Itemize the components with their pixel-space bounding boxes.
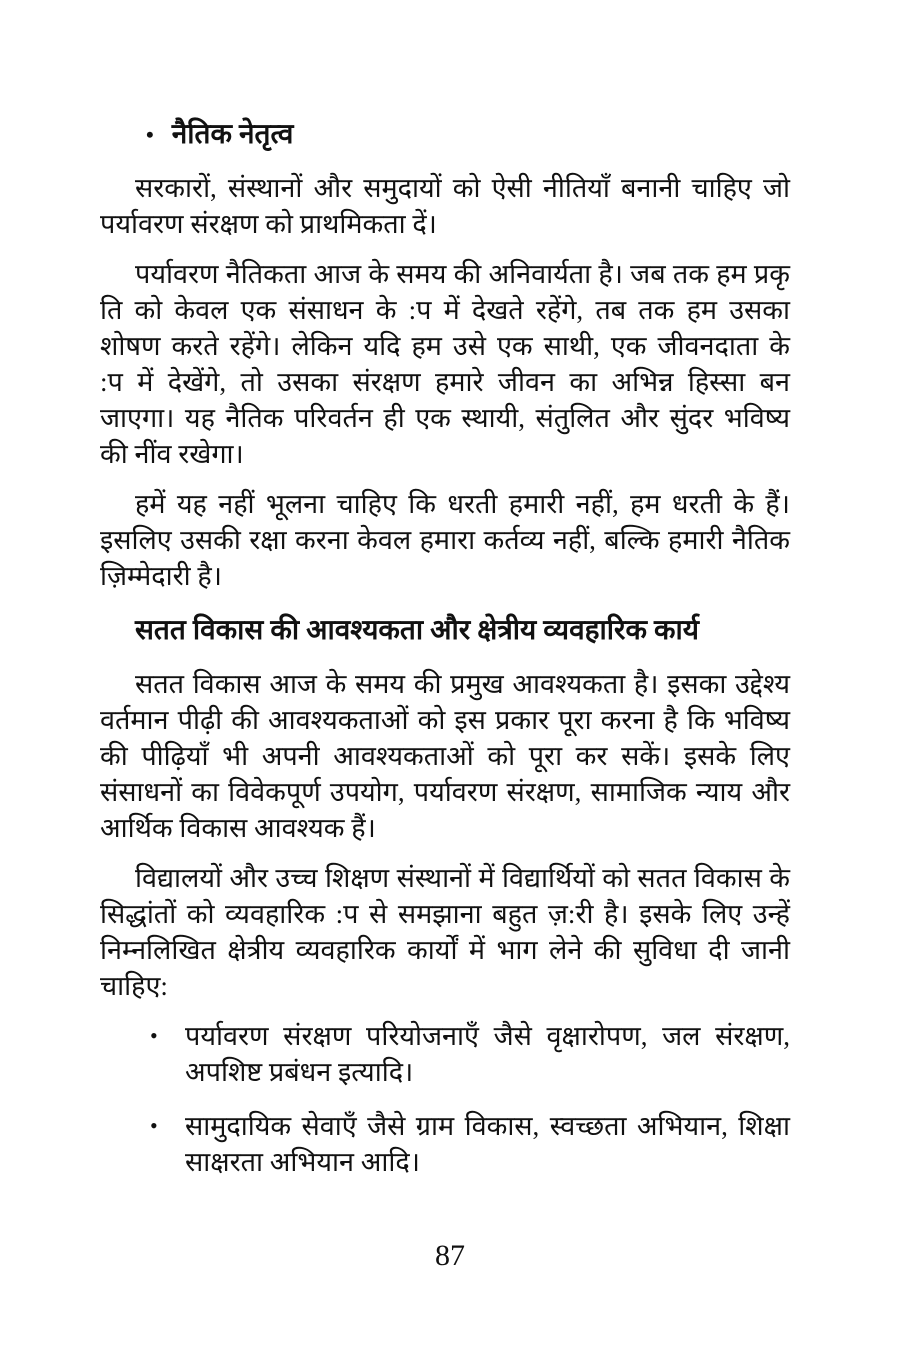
- text-line: सरकारों, संस्थानों और समुदायों को ऐसी नीतियाँ बनानी चाहिए जो: [135, 173, 790, 203]
- list-item: [100, 1108, 790, 1180]
- paragraph: [100, 170, 790, 242]
- bullet-icon: •: [146, 122, 154, 147]
- content: [100, 116, 790, 1198]
- paragraph: [100, 860, 790, 1004]
- text-line: शोषण करते रहेंगे। लेकिन यदि हम उसे एक साथी, एक जीवनदाता के: [100, 331, 790, 361]
- text-line: सतत विकास आज के समय की प्रमुख आवश्यकता है। इसका उद्देश्य: [135, 669, 790, 699]
- bullet-icon: •: [150, 1023, 158, 1048]
- text-line: :प में देखेंगे, तो उसका संरक्षण हमारे जीवन का अभिन्न हिस्सा बन: [100, 367, 790, 397]
- text-line: सामुदायिक सेवाएँ जैसे ग्राम विकास, स्वच्छता अभियान, शिक्षा: [185, 1111, 790, 1141]
- text-line: हमें यह नहीं भूलना चाहिए कि धरती हमारी नहीं, हम धरती के हैं।: [135, 489, 790, 519]
- section-heading: [100, 116, 790, 154]
- text-line: पर्यावरण संरक्षण को प्राथमिकता दें।: [100, 209, 437, 239]
- text-line: सिद्धांतों को व्यवहारिक :प से समझाना बहुत ज़:री है। इसके लिए उन्हें: [100, 899, 790, 929]
- text-line: पर्यावरण संरक्षण परियोजनाएँ जैसे वृक्षारोपण, जल संरक्षण,: [185, 1021, 790, 1051]
- page-number: 87: [435, 1239, 465, 1272]
- text-line: संसाधनों का विवेकपूर्ण उपयोग, पर्यावरण संरक्षण, सामाजिक न्याय और: [100, 777, 790, 807]
- heading-text: नैतिक नेतृत्व: [171, 119, 294, 150]
- text-line: चाहिए:: [100, 971, 168, 1001]
- list-item: [100, 1018, 790, 1090]
- bullet-icon: •: [150, 1113, 158, 1138]
- text-line: आर्थिक विकास आवश्यक हैं।: [100, 813, 376, 843]
- heading-text: सतत विकास की आवश्यकता और क्षेत्रीय व्यवहारिक कार्य: [135, 615, 699, 646]
- list-item-text: [185, 1108, 790, 1180]
- paragraph: [100, 666, 790, 846]
- paragraph: [100, 256, 790, 472]
- text-line: की पीढ़ियाँ भी अपनी आवश्यकताओं को पूरा कर सकें। इसके लिए: [100, 741, 790, 771]
- list-item-text: [185, 1018, 790, 1090]
- text-line: विद्यालयों और उच्च शिक्षण संस्थानों में विद्यार्थियों को सतत विकास के: [135, 863, 790, 893]
- text-line: अपशिष्ट प्रबंधन इत्यादि।: [185, 1057, 414, 1087]
- text-line: जाएगा। यह नैतिक परिवर्तन ही एक स्थायी, संतुलित और सुंदर भविष्य: [100, 403, 790, 433]
- text-line: वर्तमान पीढ़ी की आवश्यकताओं को इस प्रकार पूरा करना है कि भविष्य: [100, 705, 790, 735]
- text-line: साक्षरता अभियान आदि।: [185, 1147, 420, 1177]
- text-line: ज़िम्मेदारी है।: [100, 561, 222, 591]
- text-line: ति को केवल एक संसाधन के :प में देखते रहेंगे, तब तक हम उसका: [100, 295, 790, 325]
- text-line: निम्नलिखित क्षेत्रीय व्यवहारिक कार्यों में भाग लेने की सुविधा दी जानी: [100, 935, 790, 965]
- section-heading: [100, 612, 790, 650]
- text-line: पर्यावरण नैतिकता आज के समय की अनिवार्यता है। जब तक हम प्रकृ: [135, 259, 790, 289]
- paragraph: [100, 486, 790, 594]
- text-line: इसलिए उसकी रक्षा करना केवल हमारा कर्तव्य नहीं, बल्कि हमारी नैतिक: [100, 525, 790, 555]
- text-line: की नींव रखेगा।: [100, 439, 244, 469]
